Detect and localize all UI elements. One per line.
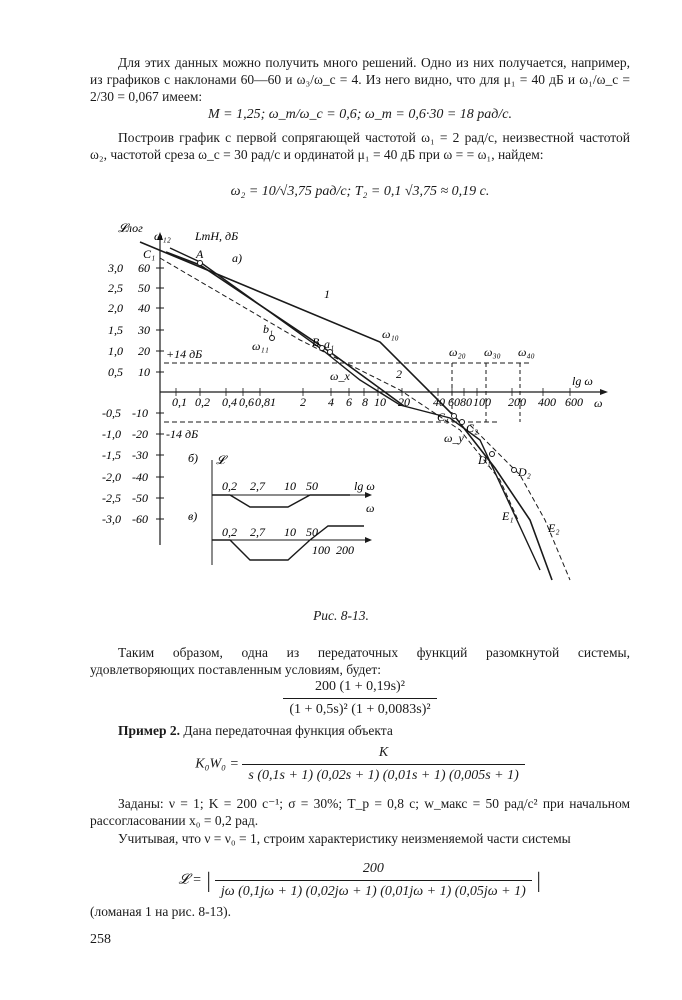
- curve-1: [140, 242, 552, 580]
- tf1-denominator: (1 + 0,5s)² (1 + 0,0083s)²: [289, 702, 431, 717]
- freq-tick-400: 400: [538, 395, 556, 409]
- label-w11: ω₁₁: [252, 339, 269, 353]
- tf3-fraction: [215, 860, 532, 901]
- tf2-fraction: [242, 744, 524, 785]
- db-tick-neg-60: -60: [132, 512, 148, 526]
- tf1-numerator: 200 (1 + 0,19s)²: [283, 678, 436, 699]
- freq-tick-6: 6: [346, 395, 352, 409]
- label-w20: ω₂₀: [449, 345, 466, 359]
- tf3-denominator: jω (0,1jω + 1) (0,02jω + 1) (0,01jω + 1) (0,05jω + 1): [220, 884, 526, 899]
- tf2-lhs: K₀W₀ =: [195, 756, 239, 772]
- db-tick-20: 20: [138, 344, 150, 358]
- tf1-fraction: [283, 678, 436, 719]
- label-a1: a₁: [324, 337, 335, 351]
- db-tick-neg-10: -10: [132, 406, 148, 420]
- vertical-ticks: [102, 261, 164, 526]
- label-a: A: [196, 247, 204, 261]
- db-tick-30: 30: [138, 323, 150, 337]
- point-c1: [452, 414, 457, 419]
- db-tick-neg-50: -50: [132, 491, 148, 505]
- paragraph-construction: Построив график с первой сопрягающей частотой ω₁ = 2 рад/с, неизвестной частотой ω₂, частотой среза ω_с = 30 рад/с и ординатой μ₁ = 40 дБ при ω = = ω₁, найдем:: [90, 130, 630, 162]
- example-2-label: Пример 2.: [118, 723, 180, 738]
- freq-tick-0-81: 0,81: [255, 395, 276, 409]
- inset-v-tick-50: 50: [306, 525, 318, 539]
- freq-tick-80: 80: [460, 395, 472, 409]
- dashed-curve-e2: [470, 425, 570, 580]
- label-w30: ω₃₀: [484, 345, 501, 359]
- inset-v-tick-100: 100: [312, 543, 330, 557]
- freq-tick-4: 4: [328, 395, 334, 409]
- inset-v-tick-0-2: 0,2: [222, 525, 237, 539]
- tf3-lhs: 𝓛 =: [178, 872, 202, 888]
- label-e1: E₁: [502, 509, 514, 523]
- log-tick-2-0: 2,0: [108, 301, 123, 315]
- tf2-denominator: s (0,1s + 1) (0,02s + 1) (0,01s + 1) (0,005s + 1): [248, 768, 519, 783]
- label-d2: D₂: [518, 465, 531, 479]
- paragraph-example-2: [90, 722, 630, 739]
- label-wx: ω_x: [330, 369, 350, 383]
- minus-14db-label: -14 дБ: [166, 427, 199, 441]
- panel-b-label: б): [188, 451, 199, 465]
- freq-tick-8: 8: [362, 395, 368, 409]
- label-d1: D₁: [478, 453, 491, 467]
- figure-caption: Рис. 8-13.: [313, 608, 369, 623]
- freq-tick-0-4: 0,4: [222, 395, 237, 409]
- log-tick-neg-0-5: -0,5: [102, 406, 121, 420]
- inset-b-omega: ω: [366, 501, 375, 515]
- equation-characteristic: 𝓛 = | $\frac{200}{j\omega (0,1j\omega + 1) (0,02j\omega + 1) (0,01j\omega + 1) (0,05j\omega + 1)}$ |: [178, 861, 542, 899]
- inset-b-tick-2-7: 2,7: [250, 479, 265, 493]
- tf2-numerator: K: [242, 744, 524, 765]
- inset-b-tick-50: 50: [306, 479, 318, 493]
- log-tick-neg-1-5: -1,5: [102, 448, 121, 462]
- inset-v-tick-2-7: 2,7: [250, 525, 265, 539]
- label-c2: C₂: [466, 421, 479, 435]
- freq-tick-40: 40: [433, 395, 445, 409]
- paragraph-given: Заданы: ν = 1; K = 200 с⁻¹; σ = 30%; T_p = 0,8 с; w_макс = 50 рад/с² при начальном рассогласовании x₀ = 0,2 рад.: [90, 796, 630, 828]
- example-2-text: Дана передаточная функция объекта: [179, 723, 393, 738]
- log-tick-1-0: 1,0: [108, 344, 123, 358]
- lg-omega-label: lg ω: [572, 374, 593, 388]
- log-tick-neg-3-0: -3,0: [102, 512, 121, 526]
- db-tick-10: 10: [138, 365, 150, 379]
- db-tick-50: 50: [138, 281, 150, 295]
- curve-2: [166, 252, 404, 406]
- inset-b-lg-omega: lg ω: [354, 479, 375, 493]
- equation-transfer-function-1: [90, 678, 630, 719]
- point-b1: [270, 336, 275, 341]
- freq-tick-0-6: 0,6: [239, 395, 254, 409]
- page-number: 258: [90, 932, 111, 947]
- db-tick-neg-30: -30: [132, 448, 148, 462]
- inset-v-tick-200: 200: [336, 543, 354, 557]
- point-d2: [512, 468, 517, 473]
- label-w40: ω₄₀: [518, 345, 535, 359]
- inset-b-tick-10: 10: [284, 479, 296, 493]
- label-w10: ω₁₀: [382, 327, 399, 341]
- inset-b-tick-0-2: 0,2: [222, 479, 237, 493]
- log-tick-0-5: 0,5: [108, 365, 123, 379]
- freq-tick-200: 200: [508, 395, 526, 409]
- paragraph-transfer-function: Таким образом, одна из передаточных функций разомкнутой системы, удовлетворяющих поставленным условиям, будет:: [90, 645, 630, 677]
- label-wy: ω_y: [444, 431, 464, 445]
- log-axis-label: 𝓛лог: [118, 221, 143, 235]
- plus-14db-label: +14 дБ: [166, 347, 203, 361]
- panel-v-label: в): [188, 509, 198, 523]
- db-axis-label: LmH, дБ: [195, 229, 239, 243]
- freq-tick-20: 20: [398, 395, 410, 409]
- figure-8-13: [100, 220, 620, 600]
- point-a: [198, 261, 203, 266]
- tf3-numerator: 200: [215, 860, 532, 881]
- paragraph-intro: Для этих данных можно получить много решений. Одно из них получается, например, из графиков с наклонами 60—60 и ω₃/ω_с = 4. Из него видно, что для μ₁ = 40 дБ и ω₁/ω_с = 2/30 = 0,067 имеем:: [90, 55, 630, 104]
- curve-points: [198, 261, 517, 473]
- freq-tick-0-1: 0,1: [172, 395, 187, 409]
- inset-b-axis-label: 𝓛: [216, 453, 225, 467]
- freq-tick-100: 100: [473, 395, 491, 409]
- equation-transfer-function-2: [90, 744, 630, 785]
- freq-tick-0-2: 0,2: [195, 395, 210, 409]
- label-b1: b₁: [263, 322, 274, 336]
- paragraph-considering: Учитывая, что ν = ν₀ = 1, строим характеристику неизменяемой части системы: [118, 831, 571, 846]
- log-tick-neg-2-0: -2,0: [102, 470, 121, 484]
- inset-v-tick-10: 10: [284, 525, 296, 539]
- db-tick-neg-40: -40: [132, 470, 148, 484]
- label-b: B: [312, 335, 320, 349]
- paragraph-polyline-ref: (ломаная 1 на рис. 8-13).: [90, 904, 232, 919]
- db-tick-neg-20: -20: [132, 427, 148, 441]
- label-w12: ω₁₂: [154, 229, 171, 243]
- freq-axis-omega: ω: [594, 396, 603, 410]
- freq-tick-60: 60: [448, 395, 460, 409]
- log-tick-2-5: 2,5: [108, 281, 123, 295]
- log-tick-3-0: 3,0: [108, 261, 123, 275]
- log-tick-1-5: 1,5: [108, 323, 123, 337]
- freq-tick-10: 10: [374, 395, 386, 409]
- equation-omega2-t2: ω₂ = 10/√3,75 рад/с; T₂ = 0,1 √3,75 ≈ 0,19 с.: [230, 184, 490, 199]
- label-e2: E₂: [548, 521, 560, 535]
- log-tick-neg-1-0: -1,0: [102, 427, 121, 441]
- db-tick-40: 40: [138, 301, 150, 315]
- freq-tick-2: 2: [300, 395, 306, 409]
- inset-b-curve: [212, 495, 350, 507]
- freq-tick-600: 600: [565, 395, 583, 409]
- log-tick-neg-2-5: -2,5: [102, 491, 121, 505]
- point-c2: [460, 420, 465, 425]
- equation-m-omega: M = 1,25; ω_m/ω_c = 0,6; ω_m = 0,6·30 = 18 рад/с.: [208, 107, 512, 122]
- label-c1: C₁: [437, 410, 450, 424]
- panel-a-label: а): [232, 251, 242, 265]
- label-curve-1: 1: [324, 287, 330, 301]
- db-tick-60: 60: [138, 261, 150, 275]
- label-curve-2: 2: [396, 367, 402, 381]
- label-c1-top: C₁: [143, 247, 156, 261]
